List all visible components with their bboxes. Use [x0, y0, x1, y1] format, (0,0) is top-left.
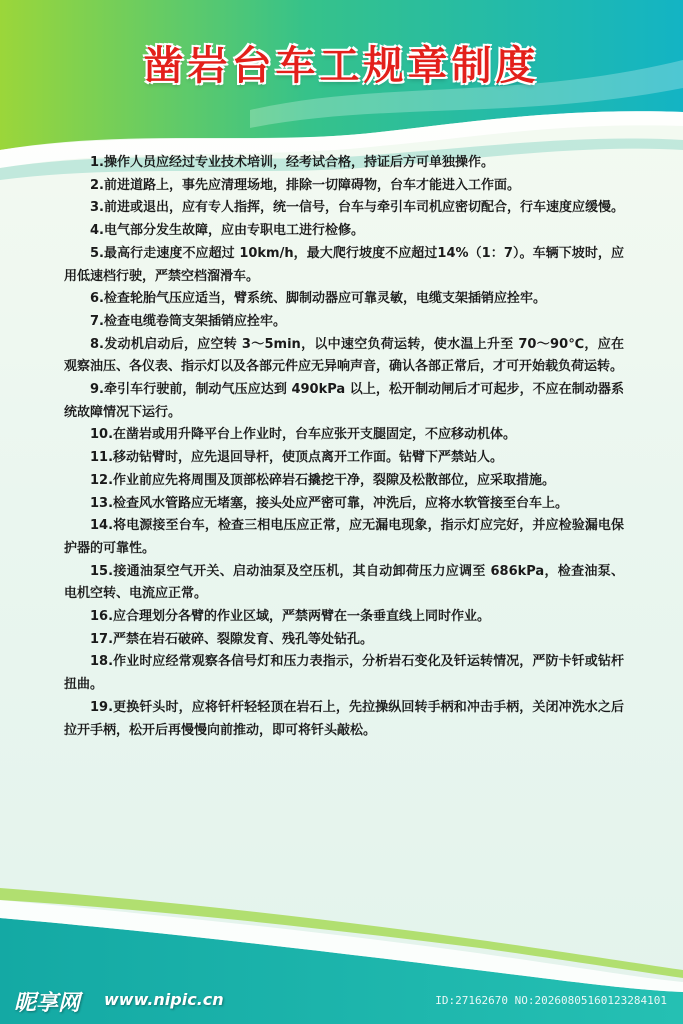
rule-item: 13.检查风水管路应无堵塞，接头处应严密可靠，冲洗后，应将水软管接至台车上。 [90, 495, 569, 511]
rule-item: 1.操作人员应经过专业技术培训，经考试合格，持证后方可单独操作。 [90, 155, 494, 170]
rule-item: 3.前进或退出，应有专人指挥，统一信号，台车与牵引车司机应密切配合，行车速度应缓慢。 [90, 200, 624, 216]
rule-item: 9.牵引车行驶前，制动气压应达到 490kPa 以上，松开制动闸后才可起步，不应在制动器系统故障情况下运行。 [64, 382, 624, 420]
rule-item: 16.应合理划分各臂的作业区域，严禁两臂在一条垂直线上同时作业。 [90, 609, 491, 625]
rule-item: 17.严禁在岩石破碎、裂隙发育、残孔等处钻孔。 [90, 631, 374, 647]
watermark-logo: 昵享网 [14, 991, 81, 1016]
watermark-footer [0, 978, 683, 1024]
rule-item: 15.接通油泵空气开关、启动油泵及空压机，其自动卸荷压力应调至 686kPa，检查油泵、电机空转、电流应正常。 [64, 563, 624, 602]
rule-item: 11.移动钻臂时，应先退回导杆，使顶点离开工作面。钻臂下严禁站人。 [90, 450, 504, 466]
rule-item: 6.检查轮胎气压应适当，臂系统、脚制动器应可靠灵敏，电缆支架插销应拴牢。 [90, 291, 546, 307]
watermark-id: ID:27162670 NO:20260805160123284101 [435, 994, 667, 1007]
rule-item: 2.前进道路上，事先应清理场地，排除一切障碍物，台车才能进入工作面。 [90, 177, 520, 193]
rule-item: 19.更换钎头时，应将钎杆轻轻顶在岩石上，先拉操纵回转手柄和冲击手柄，关闭冲洗水之后拉开手柄，松开后再慢慢向前推动，即可将钎头敲松。 [64, 699, 624, 738]
rule-item: 10.在凿岩或用升降平台上作业时，台车应张开支腿固定，不应移动机体。 [90, 427, 517, 443]
rule-item: 8.发动机启动后，应空转 3～5min，以中速空负荷运转，使水温上升至 70～90℃，应在观察油压、各仪表、指示灯以及各部元件应无异响声音，确认各部正常后，才可开始载负荷运转。 [64, 336, 624, 375]
rule-item: 18.作业时应经常观察各信号灯和压力表指示，分析岩石变化及钎运转情况，严防卡钎或钻杆扭曲。 [64, 654, 624, 693]
rules-list [64, 152, 624, 742]
page-title: 凿岩台车工规章制度 [143, 43, 540, 89]
watermark-site: www.nipic.cn [104, 990, 224, 1009]
rule-item: 4.电气部分发生故障，应由专职电工进行检修。 [90, 223, 364, 239]
rule-item: 5.最高行走速度不应超过 10km/h，最大爬行坡度不应超过14%（1：7）。车辆下坡时，应用低速档行驶，严禁空档溜滑车。 [64, 245, 624, 284]
rule-item: 7.检查电缆卷筒支架插销应拴牢。 [90, 313, 286, 329]
rule-item: 14.将电源接至台车，检查三相电压应正常，应无漏电现象，指示灯应完好，并应检验漏电保护器的可靠性。 [64, 518, 624, 556]
rule-item: 12.作业前应先将周围及顶部松碎岩石撬挖干净，裂隙及松散部位，应采取措施。 [90, 472, 556, 488]
